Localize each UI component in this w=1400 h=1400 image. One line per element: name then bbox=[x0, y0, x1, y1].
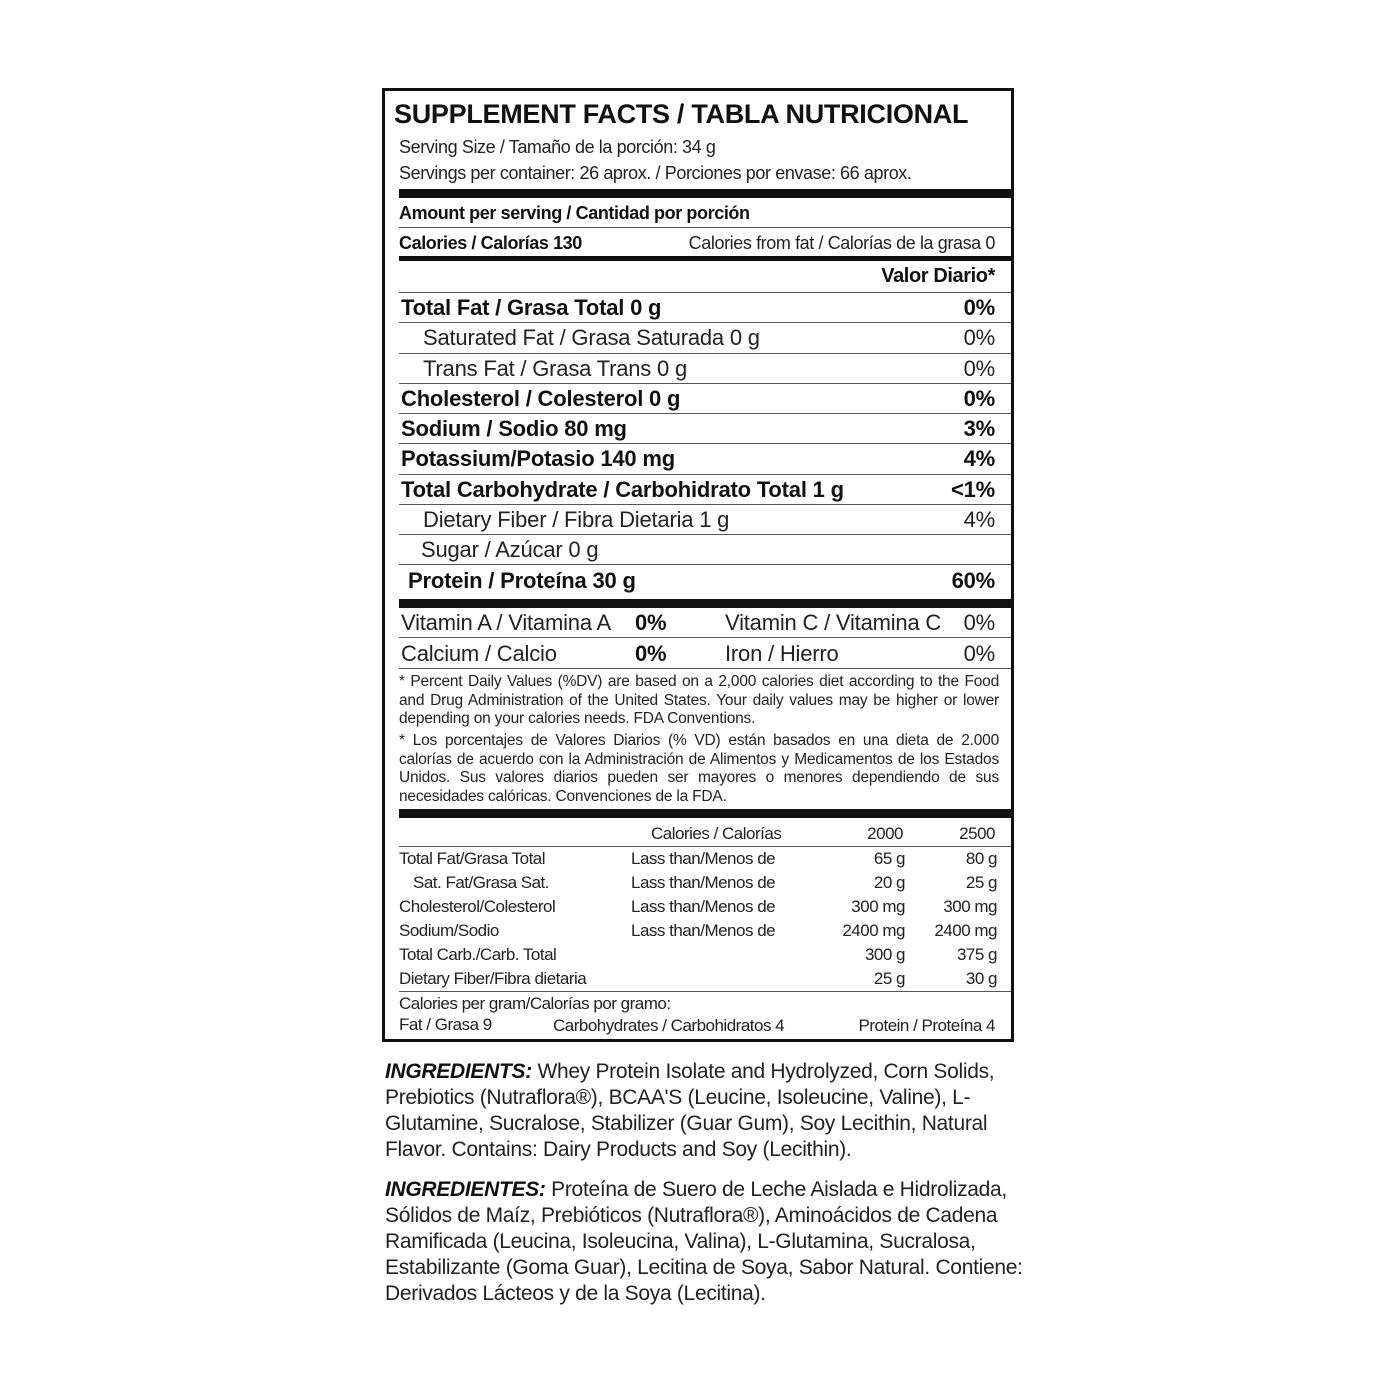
medium-divider bbox=[399, 256, 1011, 261]
divider bbox=[399, 413, 1011, 414]
dv-table-header-label: Calories / Calorías bbox=[651, 824, 782, 843]
divider bbox=[399, 322, 1011, 323]
ingredients-spanish-label: INGREDIENTES: bbox=[385, 1178, 546, 1201]
facts-title: SUPPLEMENT FACTS / TABLA NUTRICIONAL bbox=[394, 99, 969, 129]
nutrient-dv-dietary-fiber: 4% bbox=[963, 507, 995, 532]
calories-total: Calories / Calorías 130 bbox=[399, 233, 582, 253]
nutrient-label-potassium: Potassium/Potasio 140 mg bbox=[401, 446, 675, 471]
nutrient-dv-protein: 60% bbox=[951, 568, 995, 593]
supplement-facts-panel bbox=[382, 88, 1014, 1042]
ingredients-english-text: Whey Protein Isolate and Hydrolyzed, Corn Solids, Prebiotics (Nutraflora®), BCAA'S (Leucine, Isoleucine, Valine), L-Glutamine, Sucralose, Stabilizer (Guar Gum), Soy Lecithin, Natural Flavor. Contains: Dairy Products and Soy (Lecithin). bbox=[385, 1060, 995, 1161]
dv-table-header-2000: 2000 bbox=[867, 824, 903, 843]
divider bbox=[399, 292, 1011, 293]
dv-row-2500: 80 g bbox=[965, 849, 997, 868]
dv-row-2000: 20 g bbox=[873, 873, 905, 892]
divider bbox=[399, 637, 1011, 638]
nutrient-label-saturated-fat: Saturated Fat / Grasa Saturada 0 g bbox=[423, 325, 760, 350]
dv-row-name: Total Fat/Grasa Total bbox=[399, 849, 546, 868]
nutrient-dv-saturated-fat: 0% bbox=[963, 325, 995, 350]
thick-divider bbox=[399, 809, 1011, 818]
divider bbox=[399, 353, 1011, 354]
divider bbox=[399, 564, 1011, 565]
nutrient-label-dietary-fiber: Dietary Fiber / Fibra Dietaria 1 g bbox=[423, 507, 730, 532]
daily-value-header: Valor Diario* bbox=[881, 265, 995, 287]
footnote-spanish: * Los porcentajes de Valores Diarios (% VD) están basados en una dieta de 2.000 calorías de acuerdo con la Administración de Alimentos y Medicamentos de los Estados Unidos. Sus valores diarios pueden ser mayores o menores dependiendo de sus necesidades calóricas. Convenciones de la FDA. bbox=[399, 732, 999, 805]
divider bbox=[399, 504, 1011, 505]
nutrient-dv-trans-fat: 0% bbox=[963, 356, 995, 381]
divider bbox=[399, 534, 1011, 535]
divider bbox=[399, 443, 1011, 444]
amount-per-serving: Amount per serving / Cantidad por porción bbox=[399, 203, 750, 223]
dv-row-2000: 300 g bbox=[864, 945, 905, 964]
nutrient-label-cholesterol: Cholesterol / Colesterol 0 g bbox=[401, 386, 681, 411]
dv-row-2000: 65 g bbox=[873, 849, 905, 868]
dv-row-name: Total Carb./Carb. Total bbox=[399, 945, 557, 964]
calories-per-gram-carbohydrates: Carbohydrates / Carbohidratos 4 bbox=[553, 1016, 785, 1035]
dv-row-2000: 25 g bbox=[873, 969, 905, 988]
divider bbox=[399, 383, 1011, 384]
nutrient-label-sugar: Sugar / Azúcar 0 g bbox=[421, 537, 599, 562]
calories-per-gram-title: Calories per gram/Calorías por gramo: bbox=[399, 994, 671, 1013]
nutrient-dv-sodium: 3% bbox=[963, 416, 995, 441]
calories-per-gram-protein: Protein / Proteína 4 bbox=[858, 1016, 995, 1035]
nutrient-dv-total-fat: 0% bbox=[963, 295, 995, 320]
dv-row-2500: 2400 mg bbox=[934, 921, 997, 940]
dv-row-name: Dietary Fiber/Fibra dietaria bbox=[399, 969, 587, 988]
nutrient-label-protein: Protein / Proteína 30 g bbox=[408, 568, 636, 593]
calories-per-gram-fat: Fat / Grasa 9 bbox=[399, 1015, 492, 1034]
dv-row-cond: Lass than/Menos de bbox=[631, 921, 776, 940]
nutrient-label-trans-fat: Trans Fat / Grasa Trans 0 g bbox=[423, 356, 687, 381]
divider bbox=[399, 227, 1011, 228]
ingredients-spanish bbox=[385, 1177, 1025, 1307]
thick-divider bbox=[399, 599, 1011, 608]
divider bbox=[399, 846, 1011, 847]
ingredients-english-label: INGREDIENTS: bbox=[385, 1060, 532, 1083]
footnote-english: * Percent Daily Values (%DV) are based on a 2,000 calories diet according to the Food and Drug Administration of the United States. Your daily values may be higher or lower depending on your calories needs. FDA Conventions. bbox=[399, 673, 999, 727]
vitamin-c-label: Vitamin C / Vitamina C bbox=[725, 610, 942, 635]
dv-table-header-2500: 2500 bbox=[959, 824, 995, 843]
calcium-dv: 0% bbox=[635, 641, 667, 666]
dv-row-2500: 375 g bbox=[956, 945, 997, 964]
vitamin-a-label: Vitamin A / Vitamina A bbox=[401, 610, 612, 635]
dv-row-cond: Lass than/Menos de bbox=[631, 849, 776, 868]
dv-row-2500: 30 g bbox=[965, 969, 997, 988]
nutrient-dv-potassium: 4% bbox=[963, 446, 995, 471]
vitamin-a-dv: 0% bbox=[635, 610, 667, 635]
nutrient-label-total-fat: Total Fat / Grasa Total 0 g bbox=[401, 295, 662, 320]
servings-per-container: Servings per container: 26 aprox. / Porciones por envase: 66 aprox. bbox=[399, 163, 912, 183]
ingredients-english bbox=[385, 1059, 1025, 1163]
dv-row-name: Sodium/Sodio bbox=[399, 921, 499, 940]
dv-row-2500: 300 mg bbox=[943, 897, 997, 916]
nutrient-label-carbohydrate: Total Carbohydrate / Carbohidrato Total 1 g bbox=[401, 477, 844, 502]
divider bbox=[399, 668, 1011, 669]
calcium-label: Calcium / Calcio bbox=[401, 641, 557, 666]
iron-label: Iron / Hierro bbox=[725, 641, 839, 666]
vitamin-c-dv: 0% bbox=[963, 610, 995, 635]
dv-row-cond: Lass than/Menos de bbox=[631, 873, 776, 892]
ingredients-spanish-text: Proteína de Suero de Leche Aislada e Hidrolizada, Sólidos de Maíz, Prebióticos (Nutraflora®), Aminoácidos de Cadena Ramificada (Leucina, Isoleucina, Valina), L-Glutamina, Sucralosa, Estabilizante (Goma Guar), Lecitina de Soya, Sabor Natural. Contiene: Derivados Lácteos y de la Soya (Lecitina). bbox=[385, 1178, 1023, 1305]
dv-row-name: Sat. Fat/Grasa Sat. bbox=[413, 873, 550, 892]
iron-dv: 0% bbox=[963, 641, 995, 666]
divider bbox=[399, 474, 1011, 475]
divider bbox=[399, 991, 1011, 992]
serving-size: Serving Size / Tamaño de la porción: 34 g bbox=[399, 137, 716, 157]
thick-divider bbox=[399, 189, 1011, 198]
dv-row-2000: 2400 mg bbox=[842, 921, 905, 940]
dv-row-cond: Lass than/Menos de bbox=[631, 897, 776, 916]
nutrient-dv-cholesterol: 0% bbox=[963, 386, 995, 411]
dv-row-2500: 25 g bbox=[965, 873, 997, 892]
nutrient-dv-carbohydrate: <1% bbox=[950, 477, 995, 502]
dv-row-2000: 300 mg bbox=[851, 897, 905, 916]
dv-row-name: Cholesterol/Colesterol bbox=[399, 897, 556, 916]
calories-from-fat: Calories from fat / Calorías de la grasa 0 bbox=[688, 233, 995, 253]
nutrient-label-sodium: Sodium / Sodio 80 mg bbox=[401, 416, 627, 441]
